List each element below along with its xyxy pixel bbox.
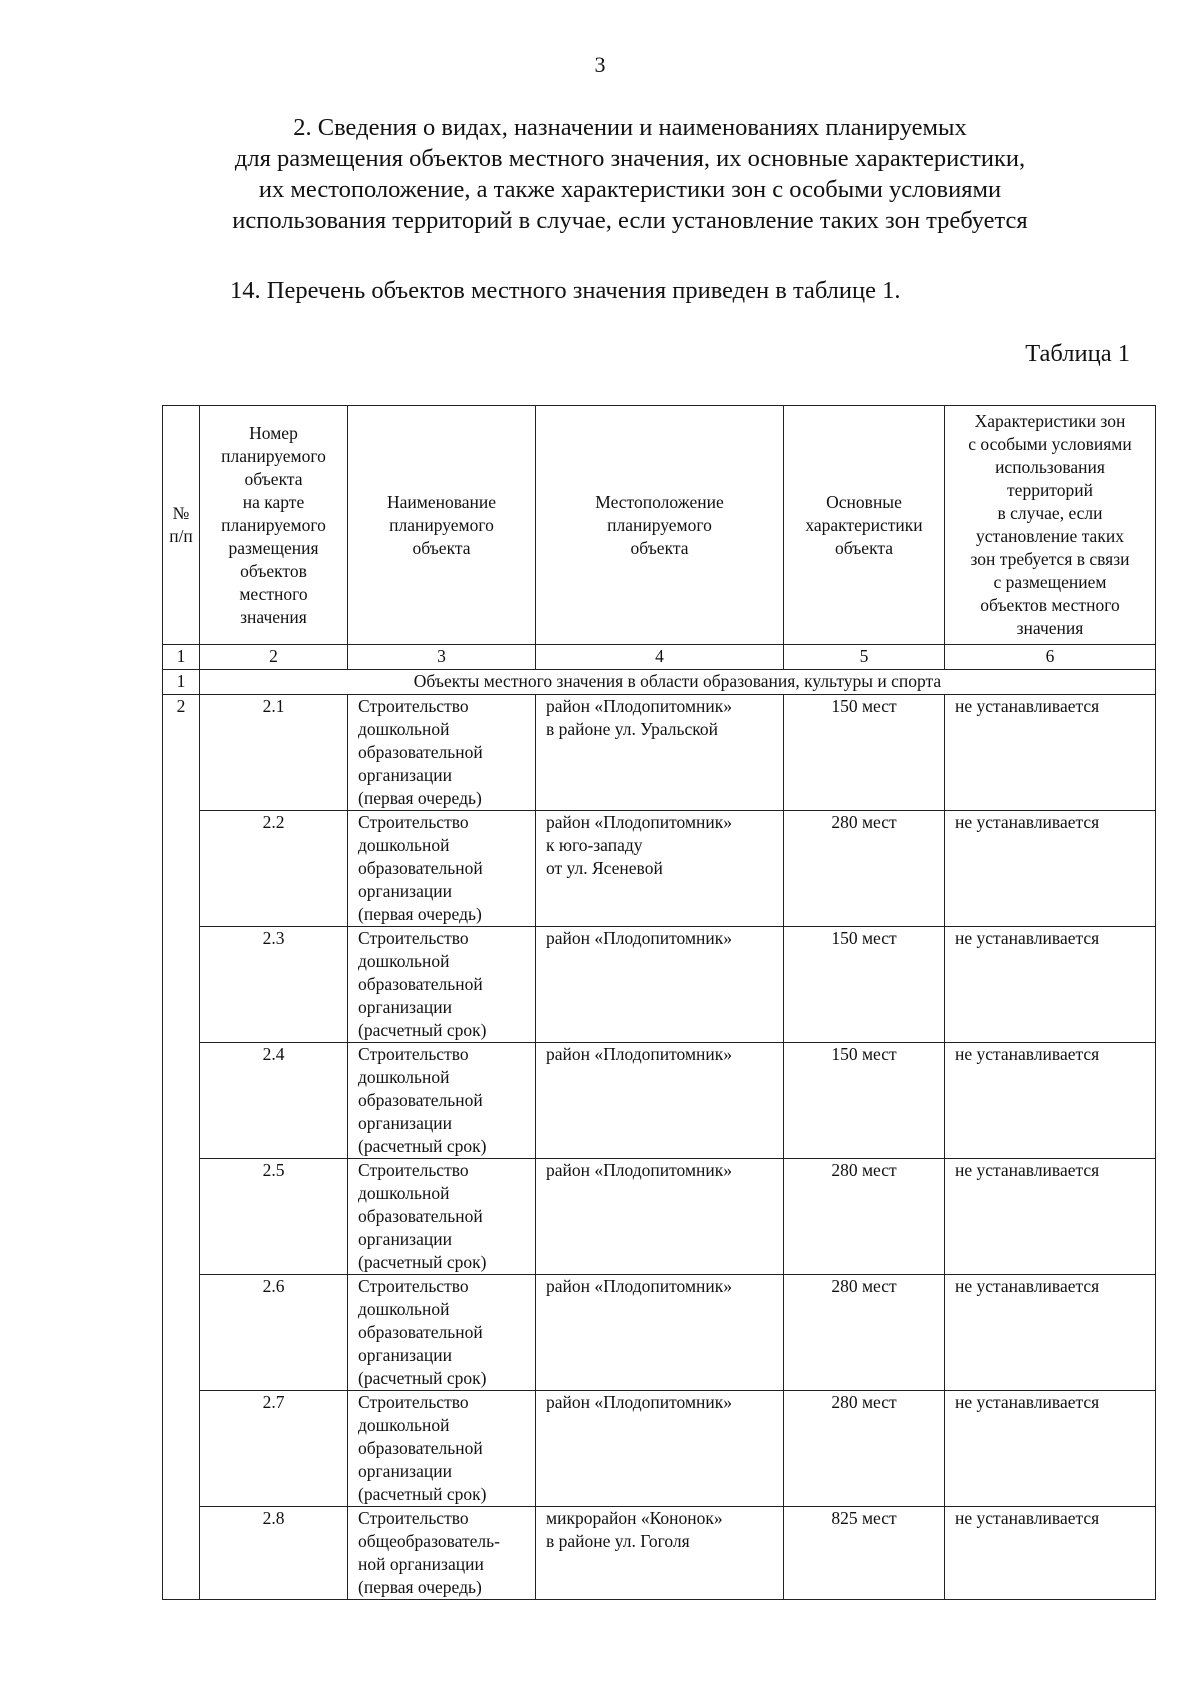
object-zone: не устанавливается xyxy=(945,1275,1156,1391)
header-number xyxy=(163,406,200,645)
table-caption: Таблица 1 xyxy=(1025,340,1130,367)
group-row xyxy=(163,670,1156,695)
cell-line: № xyxy=(172,503,190,523)
cell-line: дошкольной xyxy=(358,1299,450,1319)
cell-line: Строительство xyxy=(358,928,469,948)
cell-line: планируемого xyxy=(221,445,326,466)
cell-line: планируемого xyxy=(607,514,712,535)
object-name xyxy=(348,1391,536,1507)
object-location xyxy=(536,1507,784,1600)
cell-line: дошкольной xyxy=(358,1415,450,1435)
cell-line: образовательной xyxy=(358,858,483,878)
object-zone: не устанавливается xyxy=(945,1391,1156,1507)
cell-line: с размещением xyxy=(993,572,1107,592)
cell-line: ной организации xyxy=(358,1554,484,1574)
cell-line: на карте xyxy=(242,491,305,512)
object-capacity: 280 мест xyxy=(784,1391,945,1507)
cell-line: образовательной xyxy=(358,1438,483,1458)
cell-line: Строительство xyxy=(358,1044,469,1064)
cell-line: Основные xyxy=(826,491,902,512)
object-location xyxy=(536,695,784,811)
page-number: 3 xyxy=(594,52,606,77)
cell-line: Номер xyxy=(249,422,298,443)
column-number-cell: 4 xyxy=(536,645,784,670)
cell-line: характеристики xyxy=(805,514,923,535)
intro-paragraph: 14. Перечень объектов местного значения приведен в таблице 1. xyxy=(230,277,901,304)
object-name xyxy=(348,811,536,927)
object-name xyxy=(348,1159,536,1275)
group-title: Объекты местного значения в области образования, культуры и спорта xyxy=(200,670,1156,695)
table-row xyxy=(163,1275,1156,1391)
group-number: 1 xyxy=(163,670,200,695)
column-number-cell: 2 xyxy=(200,645,348,670)
cell-line: организации xyxy=(358,1345,452,1365)
cell-line: в районе ул. Уральской xyxy=(546,719,718,739)
cell-line: объекта xyxy=(412,537,471,558)
object-zone: не устанавливается xyxy=(945,1507,1156,1600)
object-code: 2.3 xyxy=(200,927,348,1043)
column-number-cell: 6 xyxy=(945,645,1156,670)
objects-table xyxy=(162,405,1156,1600)
cell-line: образовательной xyxy=(358,742,483,762)
table-row xyxy=(163,1507,1156,1600)
cell-line: значения xyxy=(240,606,307,627)
cell-line: район «Плодопитомник» xyxy=(546,1044,733,1064)
cell-line: Строительство xyxy=(358,1276,469,1296)
object-capacity: 825 мест xyxy=(784,1507,945,1600)
heading-line: для размещения объектов местного значения, их основные характеристики, xyxy=(234,145,1026,172)
cell-line: организации xyxy=(358,1229,452,1249)
cell-line: Строительство xyxy=(358,1392,469,1412)
object-capacity: 150 мест xyxy=(784,695,945,811)
heading-line: использования территорий в случае, если установление таких зон требуется xyxy=(232,207,1028,234)
cell-line: Строительство xyxy=(358,812,469,832)
object-capacity: 150 мест xyxy=(784,1043,945,1159)
cell-line: (расчетный срок) xyxy=(358,1484,487,1504)
object-location xyxy=(536,1043,784,1159)
cell-line: п/п xyxy=(169,526,193,546)
object-zone: не устанавливается xyxy=(945,1043,1156,1159)
cell-line: дошкольной xyxy=(358,951,450,971)
cell-line: Характеристики зон xyxy=(974,411,1126,431)
cell-line: территорий xyxy=(1007,480,1093,500)
cell-line: с особыми условиями xyxy=(968,434,1132,454)
object-location xyxy=(536,927,784,1043)
cell-line: район «Плодопитомник» xyxy=(546,928,733,948)
header-name xyxy=(348,406,536,645)
object-capacity: 280 мест xyxy=(784,811,945,927)
object-zone: не устанавливается xyxy=(945,695,1156,811)
cell-line: значения xyxy=(1016,618,1084,638)
cell-line: (расчетный срок) xyxy=(358,1368,487,1388)
cell-line: объекта xyxy=(630,537,689,558)
cell-line: дошкольной xyxy=(358,719,450,739)
cell-line: местного xyxy=(239,583,308,604)
cell-line: объектов местного xyxy=(980,595,1120,615)
section-heading xyxy=(150,112,1110,236)
cell-line: организации xyxy=(358,765,452,785)
cell-line: район «Плодопитомник» xyxy=(546,1392,733,1412)
cell-line: объекта xyxy=(835,537,893,558)
object-capacity: 150 мест xyxy=(784,927,945,1043)
cell-line: (первая очередь) xyxy=(358,904,482,924)
cell-line: Местоположение xyxy=(595,491,724,512)
cell-line: организации xyxy=(358,1461,452,1481)
cell-line: микрорайон «Кононок» xyxy=(546,1508,723,1528)
table-row xyxy=(163,1043,1156,1159)
object-code: 2.7 xyxy=(200,1391,348,1507)
cell-line: объектов xyxy=(240,560,307,581)
object-code: 2.6 xyxy=(200,1275,348,1391)
cell-line: зон требуется в связи xyxy=(970,549,1130,569)
cell-line: Наименование xyxy=(386,491,497,512)
cell-line: использования xyxy=(995,457,1105,477)
row-group-number: 2 xyxy=(163,695,200,1600)
cell-line: (расчетный срок) xyxy=(358,1136,487,1156)
object-capacity: 280 мест xyxy=(784,1275,945,1391)
object-code: 2.1 xyxy=(200,695,348,811)
heading-line: их местоположение, а также характеристики зон с особыми условиями xyxy=(258,176,1002,203)
cell-line: Строительство xyxy=(358,1160,469,1180)
object-zone: не устанавливается xyxy=(945,927,1156,1043)
column-number-row xyxy=(163,645,1156,670)
cell-line: (расчетный срок) xyxy=(358,1252,487,1272)
object-name xyxy=(348,1043,536,1159)
cell-line: организации xyxy=(358,1113,452,1133)
cell-line: район «Плодопитомник» xyxy=(546,696,733,716)
object-location xyxy=(536,1275,784,1391)
cell-line: образовательной xyxy=(358,1206,483,1226)
table-row xyxy=(163,811,1156,927)
object-code: 2.2 xyxy=(200,811,348,927)
cell-line: от ул. Ясеневой xyxy=(546,858,663,878)
cell-line: (первая очередь) xyxy=(358,1577,482,1597)
object-location xyxy=(536,1159,784,1275)
cell-line: в районе ул. Гоголя xyxy=(546,1531,690,1551)
cell-line: образовательной xyxy=(358,1090,483,1110)
object-location xyxy=(536,811,784,927)
cell-line: район «Плодопитомник» xyxy=(546,812,733,832)
column-number-cell: 3 xyxy=(348,645,536,670)
cell-line: (расчетный срок) xyxy=(358,1020,487,1040)
cell-line: Строительство xyxy=(358,696,469,716)
column-number-cell: 5 xyxy=(784,645,945,670)
cell-line: в случае, если xyxy=(997,503,1103,523)
table-header-row xyxy=(163,406,1156,645)
cell-line: планируемого xyxy=(389,514,494,535)
heading-line: 2. Сведения о видах, назначении и наименованиях планируемых xyxy=(293,114,967,141)
header-location xyxy=(536,406,784,645)
cell-line: дошкольной xyxy=(358,1183,450,1203)
cell-line: размещения xyxy=(228,537,319,558)
header-map-code xyxy=(200,406,348,645)
table-row xyxy=(163,1159,1156,1275)
cell-line: организации xyxy=(358,997,452,1017)
cell-line: установление таких xyxy=(976,526,1124,546)
object-name xyxy=(348,1275,536,1391)
cell-line: планируемого xyxy=(221,514,326,535)
object-code: 2.8 xyxy=(200,1507,348,1600)
cell-line: Строительство xyxy=(358,1508,469,1528)
column-number-cell: 1 xyxy=(163,645,200,670)
object-code: 2.4 xyxy=(200,1043,348,1159)
cell-line: объекта xyxy=(244,468,303,489)
cell-line: образовательной xyxy=(358,974,483,994)
table-row xyxy=(163,1391,1156,1507)
object-name xyxy=(348,927,536,1043)
cell-line: общеобразователь- xyxy=(358,1531,500,1551)
object-name xyxy=(348,695,536,811)
cell-line: организации xyxy=(358,881,452,901)
cell-line: (первая очередь) xyxy=(358,788,482,808)
cell-line: дошкольной xyxy=(358,835,450,855)
header-characteristics xyxy=(784,406,945,645)
cell-line: район «Плодопитомник» xyxy=(546,1276,733,1296)
table-row xyxy=(163,927,1156,1043)
table-row xyxy=(163,695,1156,811)
cell-line: образовательной xyxy=(358,1322,483,1342)
object-capacity: 280 мест xyxy=(784,1159,945,1275)
header-zones xyxy=(945,406,1156,645)
object-zone: не устанавливается xyxy=(945,1159,1156,1275)
object-name xyxy=(348,1507,536,1600)
cell-line: дошкольной xyxy=(358,1067,450,1087)
object-code: 2.5 xyxy=(200,1159,348,1275)
object-location xyxy=(536,1391,784,1507)
cell-line: к юго-западу xyxy=(546,835,643,855)
object-zone: не устанавливается xyxy=(945,811,1156,927)
cell-line: район «Плодопитомник» xyxy=(546,1160,733,1180)
